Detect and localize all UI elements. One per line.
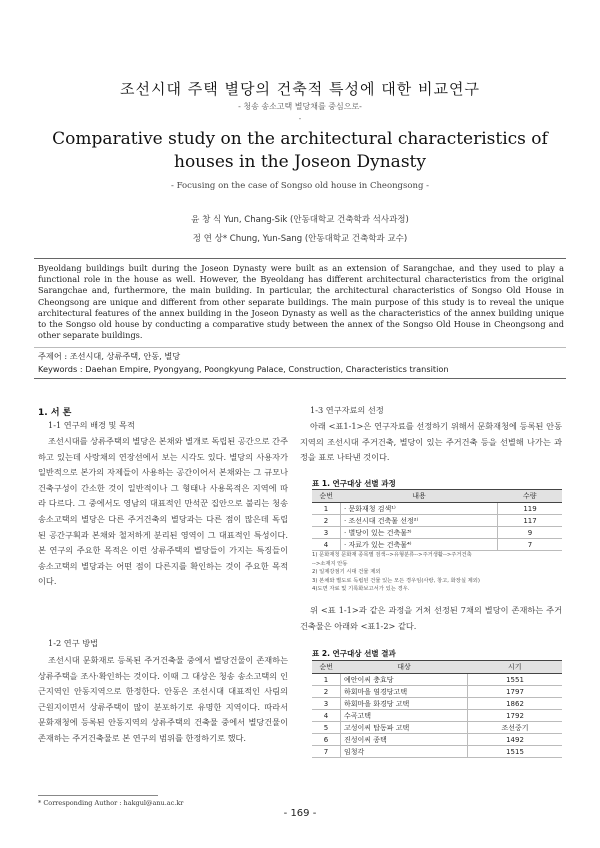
table-cell: 119 bbox=[498, 503, 563, 515]
paragraph-1-3: 아래 <표1-1>은 연구자료를 선정하기 위해서 문화재청에 등록된 안동지역의 조선시대 주거건축, 별당이 있는 주거건축 등을 선별해 나가는 과정을 표로 나타낸 것이다. bbox=[300, 421, 562, 463]
table-note: -->소재지 안동 bbox=[312, 560, 348, 567]
table-row bbox=[312, 515, 562, 527]
table-cell: 진성이씨 종택 bbox=[341, 734, 468, 746]
table-cell: 2 bbox=[312, 515, 341, 527]
table-note: 1) 문화재청 문화재 종목별 검색-->유형분류-->주거생활-->주거건축 bbox=[312, 552, 472, 558]
table-cell: 1551 bbox=[468, 674, 563, 686]
table-1-caption: 표 1. 연구대상 선별 과정 bbox=[312, 479, 396, 488]
table-cell: 4 bbox=[312, 710, 341, 722]
title-dash: - bbox=[298, 114, 302, 123]
table-2 bbox=[312, 660, 562, 758]
table-cell: · 조선시대 건축물 선정²⁾ bbox=[341, 515, 498, 527]
table-row bbox=[312, 722, 562, 734]
table-header-row bbox=[312, 490, 562, 503]
table-header-cell: 수량 bbox=[498, 490, 563, 503]
abstract-top-rule bbox=[34, 258, 566, 259]
table-note: 3) 본채와 별도로 독립된 건물 있는 모든 경우임(사랑, 창고, 화장실 제외) bbox=[312, 577, 480, 584]
table-1 bbox=[312, 489, 562, 551]
author-first: 윤 창 식 Yun, Chang-Sik (안동대학교 건축학과 석사과정) bbox=[191, 215, 409, 225]
table-cell: · 자료가 있는 건축물⁴⁾ bbox=[341, 539, 498, 551]
english-title: Comparative study on the architectural characteristics of houses in the Joseon Dynasty bbox=[52, 129, 548, 172]
subsection-1-2: 1-2 연구 방법 bbox=[48, 638, 99, 648]
table-cell: 고성이씨 탑동파 고택 bbox=[341, 722, 468, 734]
table-cell: 수곡고택 bbox=[341, 710, 468, 722]
table-cell: 예안이씨 충효당 bbox=[341, 674, 468, 686]
keywords-rule bbox=[34, 378, 566, 379]
table-cell: 1862 bbox=[468, 698, 563, 710]
table-row bbox=[312, 539, 562, 551]
table-cell: 5 bbox=[312, 722, 341, 734]
table-2-caption: 표 2. 연구대상 선별 결과 bbox=[312, 649, 396, 658]
page-number: - 169 - bbox=[283, 808, 317, 819]
table-cell: 하회마을 염경당고택 bbox=[341, 686, 468, 698]
author-second: 정 연 상* Chung, Yun-Sang (안동대학교 건축학과 교수) bbox=[192, 234, 408, 244]
table-header-cell: 순번 bbox=[312, 661, 341, 674]
table-1-notes bbox=[312, 551, 562, 594]
table-row bbox=[312, 698, 562, 710]
abstract: Byeoldang buildings built during the Joseon Dynasty were built as an extension of Sarangchae, and they used to play a functional role in the house as well. However, the Byeoldang has different architectural characteristics from the original Sarangchae and, furthermore, the main building. In particular, the architectural characteristics of Songso Old House in Cheongsong are unique and different from other separate buildings. The main purpose of this study is to reveal the unique architectural features of the annex building in the Joseon Dynasty as well as the characteristics of the annex building unique to the Songso old house by conducting a comparative study between the annex of the Songso Old House in Cheongsong and other separate buildings. bbox=[38, 263, 564, 341]
table-header-row bbox=[312, 661, 562, 674]
table-row bbox=[312, 746, 562, 758]
korean-subtitle: - 청송 송소고택 별당채를 중심으로- bbox=[238, 102, 362, 111]
keywords-english: Keywords : Daehan Empire, Pyongyang, Poongkyung Palace, Construction, Characteristics transition bbox=[38, 364, 449, 374]
subsection-1-1: 1-1 연구의 배경 및 목적 bbox=[48, 420, 135, 430]
table-cell: 7 bbox=[312, 746, 341, 758]
table-cell: · 별당이 있는 건축물³⁾ bbox=[341, 527, 498, 539]
table-row bbox=[312, 710, 562, 722]
table-header-cell: 대상 bbox=[341, 661, 468, 674]
table-cell: 하회마을 화경당 고택 bbox=[341, 698, 468, 710]
table-cell: 조선중기 bbox=[468, 722, 563, 734]
table-cell: 1492 bbox=[468, 734, 563, 746]
table-row bbox=[312, 674, 562, 686]
table-header-cell: 순번 bbox=[312, 490, 341, 503]
table-cell: 3 bbox=[312, 698, 341, 710]
table-cell: 4 bbox=[312, 539, 341, 551]
table-row bbox=[312, 527, 562, 539]
table-row bbox=[312, 734, 562, 746]
paragraph-1-2: 조선시대 문화재로 등록된 주거건축물 중에서 별당건물이 존재하는 상류주택을 조사·확인하는 것이다. 이때 그 대상은 청송 송소고택의 인근지역인 안동지역으로 한정한다. 안동은 조선시대 대표적인 사림의 근원지이면서 상류주택이 많이 분포하기로 유명한 지역이다. 따라서 문화재청에 등록된 안동지역의 상류주택의 건축물 중에서 별당건물이 존재하는 주거건축물로 본 연구의 범위를 한정하기로 했다. bbox=[38, 655, 288, 743]
table-cell: 3 bbox=[312, 527, 341, 539]
paragraph-1-4: 위 <표 1-1>과 같은 과정을 거쳐 선정된 7채의 별당이 존재하는 주거건축물은 아래와 <표1-2> 같다. bbox=[300, 605, 562, 631]
keywords-korean: 주제어 : 조선시대, 상류주택, 안동, 별당 bbox=[38, 351, 181, 361]
subsection-1-3: 1-3 연구자료의 선정 bbox=[310, 405, 384, 415]
table-cell: 6 bbox=[312, 734, 341, 746]
table-cell: 1 bbox=[312, 674, 341, 686]
table-cell: · 문화재청 검색¹⁾ bbox=[341, 503, 498, 515]
english-subtitle: - Focusing on the case of Songso old house in Cheongsong - bbox=[171, 181, 429, 191]
table-header-cell: 내용 bbox=[341, 490, 498, 503]
table-cell: 9 bbox=[498, 527, 563, 539]
table-cell: 7 bbox=[498, 539, 563, 551]
table-header-cell: 시기 bbox=[468, 661, 563, 674]
table-cell: 2 bbox=[312, 686, 341, 698]
footnote-rule bbox=[38, 795, 158, 796]
table-note: 2) 일제강점기 시대 건물 제외 bbox=[312, 569, 381, 576]
table-cell: 임청각 bbox=[341, 746, 468, 758]
table-cell: 1 bbox=[312, 503, 341, 515]
table-cell: 1792 bbox=[468, 710, 563, 722]
table-row bbox=[312, 686, 562, 698]
table-cell: 1515 bbox=[468, 746, 563, 758]
korean-title: 조선시대 주택 별당의 건축적 특성에 대한 비교연구 bbox=[120, 80, 480, 98]
corresponding-author-footnote: * Corresponding Author : hakgul@anu.ac.kr bbox=[38, 799, 184, 807]
section-heading-introduction: 1. 서 론 bbox=[38, 408, 72, 418]
table-cell: 1797 bbox=[468, 686, 563, 698]
table-row bbox=[312, 503, 562, 515]
table-note: 4)도면 자료 및 기록화보고서가 있는 경우. bbox=[312, 586, 410, 593]
table-cell: 117 bbox=[498, 515, 563, 527]
paragraph-1-1: 조선시대를 상류주택의 별당은 본채와 별개로 독립된 공간으로 간주하고 있는데 사랑채의 연장선에서 보는 시각도 있다. 별당의 사용자가 일반적으로 본가의 자제들이 사용하는 공간이어서 본채와는 그 규모나 건축구성이 간소한 것이 일반적이나 그 형태나 사용목적은 지역에 따라 다르다. 그 중에서도 영남의 대표적인 만석꾼 집안으로 불리는 청송 송소고택의 별당은 다른 주거건축의 별당과는 다른 점이 많은데 독립된 공간구획과 본채와 철저하게 분리된 영역이 그 대표적인 특성이다. 본 연구의 주요한 목적은 이런 상류주택의 별당들이 가지는 특징들이 송소고택의 별당과는 어떤 점이 다른지를 확인하는 것이 주요한 목적이다. bbox=[38, 436, 288, 587]
abstract-bottom-rule bbox=[34, 347, 566, 348]
